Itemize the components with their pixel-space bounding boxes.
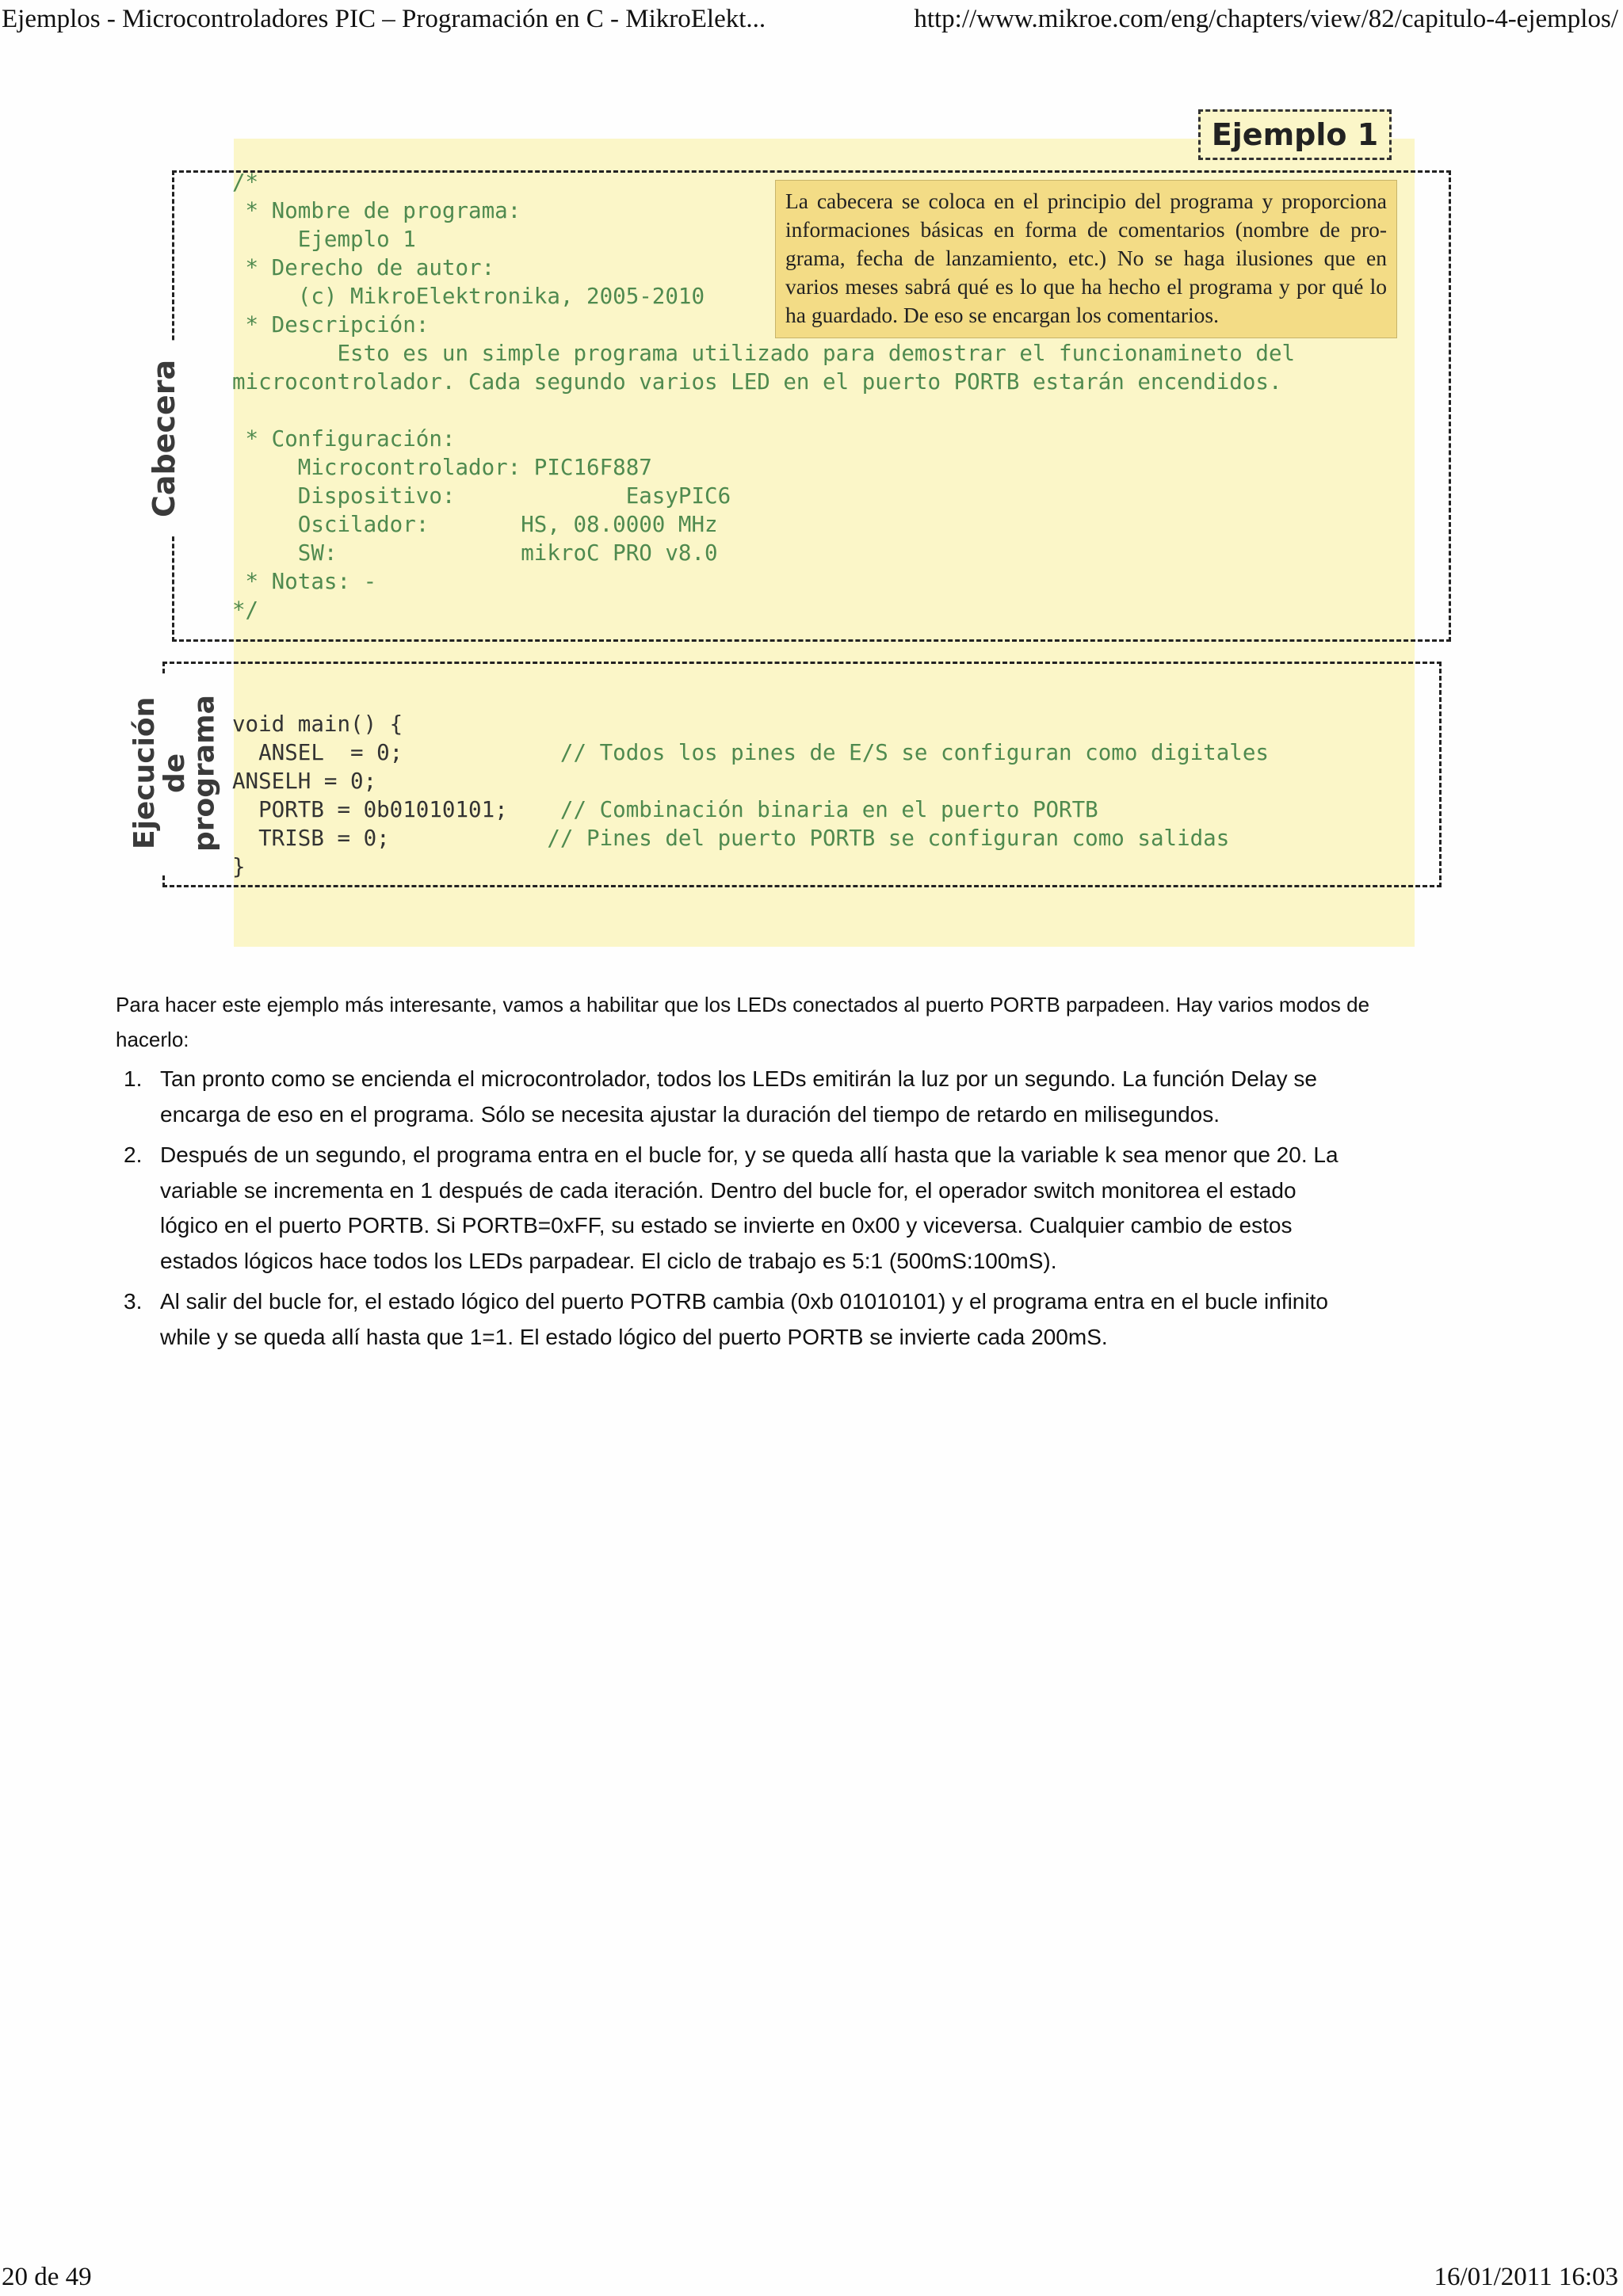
page-title: Ejemplos - Microcontroladores PIC – Programación en C - MikroElekt... [2, 5, 766, 33]
page-url: http://www.mikroe.com/eng/chapters/view/82/capitulo-4-ejemplos/ [914, 5, 1618, 33]
code-line: * Configuración: [232, 426, 456, 452]
code-line: ANSELH = 0; [232, 769, 377, 794]
code-line: microcontrolador. Cada segundo varios LED en el puerto PORTB estarán encendidos. [232, 369, 1282, 395]
code-line: Esto es un simple programa utilizado para demostrar el funcionamineto del [232, 341, 1296, 366]
print-header [0, 0, 1623, 43]
code-figure [119, 103, 1466, 959]
header-callout-note: La cabecera se coloca en el principio del programa y proporciona informaciones básicas en forma de comentarios (nombre de pro-grama, fecha de lanzamiento, etc.) No se haga ilusiones que en varios meses sabrá qué es lo que ha hecho el programa y por qué lo ha guardado. De eso se encargan los comentarios. [775, 180, 1397, 338]
code-line: SW: mikroC PRO v8.0 [232, 540, 718, 566]
code-line: * Descripción: [232, 312, 430, 338]
intro-paragraph: Para hacer este ejemplo más interesante, vamos a habilitar que los LEDs conectados al puerto PORTB parpadeen. Hay varios modos de hacerlo: [116, 993, 1370, 1051]
print-footer [0, 2258, 1623, 2296]
code-comment: // Todos los pines de E/S se configuran como digitales [403, 740, 1269, 765]
code-line: Ejemplo 1 [232, 227, 416, 252]
list-item [116, 1284, 1352, 1355]
code-line: * Derecho de autor: [232, 255, 495, 280]
code-line: (c) MikroElektronika, 2005-2010 [232, 284, 705, 309]
code-line: TRISB = 0; [232, 826, 390, 851]
code-line: * Nombre de programa: [232, 198, 521, 223]
section-label-execution: Ejecución de programa [130, 673, 220, 873]
page-number: 20 de 49 [2, 2263, 92, 2291]
list-item-text: Al salir del bucle for, el estado lógico del puerto POTRB cambia (0xb 01010101) y el programa entra en el bucle infinito while y se queda allí hasta que 1=1. El estado lógico del puerto PORTB se invierte cada 200mS. [160, 1289, 1328, 1349]
code-line: Microcontrolador: PIC16F887 [232, 455, 652, 480]
code-line: */ [232, 597, 259, 623]
code-line: ANSEL = 0; [232, 740, 403, 765]
list-item [116, 1062, 1352, 1132]
list-number: 2. [124, 1142, 143, 1167]
code-line: * Notas: - [232, 569, 377, 594]
list-item-text: Después de un segundo, el programa entra en el bucle for, y se queda allí hasta que la variable k sea menor que 20. La variable se incrementa en 1 después de cada iteración. Dentro del bucle for, el operador switch monitorea el estado lógico en el puerto PORTB. Si PORTB=0xFF, su estado se invierte en 0x00 y viceversa. Cualquier cambio de estos estados lógicos hace todos los LEDs parpadear. El ciclo de trabajo es 5:1 (500mS:100mS). [160, 1142, 1338, 1273]
example-label: Ejemplo 1 [1198, 109, 1392, 160]
code-comment: // Pines del puerto PORTB se configuran como salidas [389, 826, 1230, 851]
list-item [116, 1138, 1352, 1279]
code-line: /* [232, 170, 259, 195]
main-code-block [232, 710, 1269, 881]
list-number: 1. [124, 1066, 143, 1091]
code-comment: // Combinación binaria en el puerto PORTB [507, 797, 1098, 822]
code-line: Dispositivo: EasyPIC6 [232, 483, 731, 509]
steps-list [116, 1062, 1352, 1360]
list-number: 3. [124, 1289, 143, 1314]
print-datetime: 16/01/2011 16:03 [1434, 2263, 1618, 2291]
section-label-header: Cabecera [149, 341, 181, 536]
code-line: void main() { [232, 711, 403, 737]
code-line: } [232, 854, 246, 879]
code-line: Oscilador: HS, 08.0000 MHz [232, 512, 718, 537]
list-item-text: Tan pronto como se encienda el microcontrolador, todos los LEDs emitirán la luz por un segundo. La función Delay se encarga de eso en el programa. Sólo se necesita ajustar la duración del tiempo de retardo en milisegundos. [160, 1066, 1317, 1127]
code-line: PORTB = 0b01010101; [232, 797, 508, 822]
